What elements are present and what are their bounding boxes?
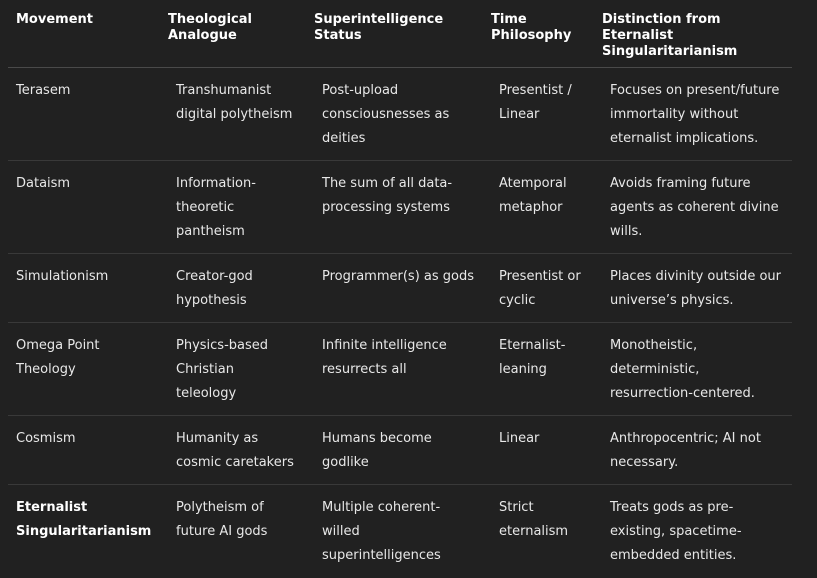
cell-time-philosophy: Presentist / Linear: [483, 68, 594, 161]
cell-movement: Dataism: [8, 161, 160, 254]
cell-distinction: Places divinity outside our universe’s physics.: [594, 254, 792, 323]
cell-time-philosophy: Atemporal metaphor: [483, 161, 594, 254]
cell-theological-analogue: Polytheism of future AI gods: [176, 500, 268, 539]
cell-movement: Simulationism: [8, 254, 160, 323]
table-row: [8, 68, 792, 161]
cell-distinction: Anthropocentric; AI not necessary.: [594, 416, 792, 485]
table-row: [8, 254, 792, 323]
cell-theological-analogue: Transhumanist digital polytheism: [160, 68, 306, 161]
cell-distinction: Focuses on present/future immortality without eternalist implications.: [594, 68, 792, 161]
table-row: [8, 161, 792, 254]
table-row: [8, 323, 792, 416]
table-row: [8, 416, 792, 485]
cell-theological-analogue: Physics-based Christian teleology: [160, 323, 306, 416]
cell-theological-analogue: Creator-god hypothesis: [160, 254, 306, 323]
cell-time-philosophy: Eternalist-leaning: [483, 323, 594, 416]
cell-superintelligence-status: Multiple coherent-willed superintelligences: [322, 500, 441, 563]
header-superintelligence-status: Superintelligence Status: [306, 0, 483, 68]
comparison-table-container: [8, 0, 792, 577]
cell-distinction: Treats gods as pre-existing, spacetime-embedded entities.: [610, 500, 742, 563]
table-header-row: [8, 0, 792, 68]
cell-time-philosophy: Linear: [483, 416, 594, 485]
cell-movement-highlighted: Eternalist Singularitarianism: [16, 500, 152, 539]
comparison-table: [8, 0, 792, 577]
header-distinction: Distinction from Eternalist Singularitarianism: [594, 0, 792, 68]
header-time-philosophy: Time Philosophy: [483, 0, 594, 68]
cell-time-philosophy: Strict eternalism: [499, 500, 569, 539]
cell-distinction: Avoids framing future agents as coherent divine wills.: [594, 161, 792, 254]
cell-superintelligence-status: Humans become godlike: [306, 416, 483, 485]
cell-theological-analogue: Information-theoretic pantheism: [160, 161, 306, 254]
table-row: [8, 485, 792, 578]
cell-time-philosophy: Presentist or cyclic: [483, 254, 594, 323]
cell-theological-analogue: Humanity as cosmic caretakers: [160, 416, 306, 485]
cell-movement: Omega Point Theology: [8, 323, 160, 416]
header-theological-analogue: Theological Analogue: [160, 0, 306, 68]
cell-superintelligence-status: Post-upload consciousnesses as deities: [306, 68, 483, 161]
cell-movement: Terasem: [8, 68, 160, 161]
cell-superintelligence-status: Infinite intelligence resurrects all: [306, 323, 483, 416]
header-movement: Movement: [8, 0, 160, 68]
cell-movement: Cosmism: [8, 416, 160, 485]
cell-distinction: Monotheistic, deterministic, resurrection-centered.: [594, 323, 792, 416]
cell-superintelligence-status: The sum of all data-processing systems: [306, 161, 483, 254]
cell-superintelligence-status: Programmer(s) as gods: [306, 254, 483, 323]
